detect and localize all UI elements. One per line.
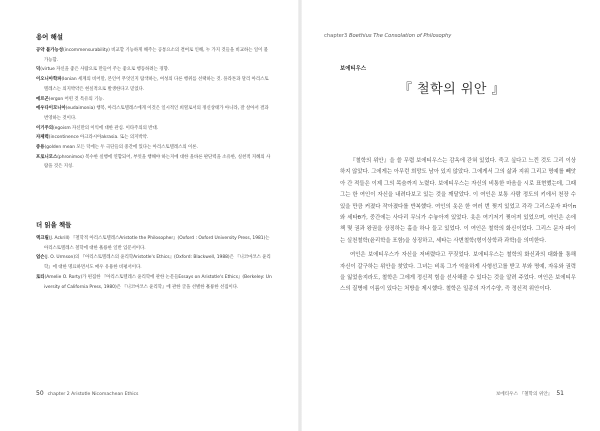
glossary-definition: (incommensurability) 비교할 기능하게 해주는 공통요소의 결여로 인해, 누 가지 것들을 비교하는 일이 불가능함.	[44, 48, 268, 63]
chapter-title: Boethius The Consolation of Philosophy	[348, 33, 452, 39]
glossary-entry	[36, 75, 272, 94]
reading-author: 액크릴	[36, 236, 49, 241]
running-head: 보에티우스 『철학의 위안』	[495, 392, 553, 397]
glossary-term: 자제력	[36, 135, 49, 141]
glossary-definition: (Ionian 세계의 비어말, 본인어 무엇인지 탐색하는, 여성의 다른 행위를 선택하는 것. 플라톤과 달리 아리스토텔레스는 의지박약은 현실적으로 발생한다고 믿었다.	[44, 77, 269, 92]
glossary-term: 공약 불가능성	[36, 48, 63, 53]
reading-entry	[36, 273, 272, 292]
author-name: 보에티우스	[340, 66, 367, 72]
glossary-definition: (virtue 자신을 좋은 사람으로 만들어 주는 좋으로 행동하려는 경향.	[40, 67, 170, 73]
reading-entry	[36, 253, 272, 272]
reading-author: 로티	[36, 274, 45, 280]
book-title: 『 철학의 위안 』	[398, 82, 506, 97]
glossary-definition: (phronimos) 복수한 실행에 연합되어, 부엇을 행해야 하는지에 대한 올바른 판단력을 소유한, 실천적 지혜의 사람을 것은 지칭.	[44, 154, 271, 170]
page-number: 50	[36, 390, 44, 397]
chapter-label	[324, 33, 451, 39]
left-page-footer	[36, 390, 138, 397]
chapter-number: chapter3	[324, 33, 348, 39]
glossary-term: 중용	[36, 145, 45, 151]
glossary-definition: (eudaimonia) 행복, 아리스토텔레스에게 이것은 일시적인 희열로서의 정신상태가 아니라, 잘 살아서 결과 번영하는 것이다.	[44, 106, 269, 121]
glossary-entry	[36, 65, 272, 75]
glossary-definition: (egoism 자신만의 이익에 대한 관심. 이타주의의 반대.	[52, 125, 159, 131]
page-number: 51	[556, 390, 564, 397]
glossary-entry	[36, 46, 272, 65]
reading-description: (J. Ackrill) 『철학적 아리스토텔레스Aristotle the Philosopher』(Oxford : Oxford University Press, 1981)는 아리스토텔레스 철학에 대한 훌륭한 일반 입문서이다.	[44, 236, 270, 251]
glossary-term: 이기주의	[36, 125, 53, 131]
body-text	[340, 156, 576, 299]
glossary-term: 프로니모스	[36, 154, 58, 160]
glossary-entry	[36, 95, 272, 105]
glossary-list	[36, 46, 272, 172]
glossary-term: 에우다이모니아	[36, 106, 66, 112]
glossary-definition: (ergon 어떤 것 특유의 기능.	[48, 96, 105, 102]
right-page	[304, 0, 600, 431]
glossary-term: 덕	[36, 67, 41, 73]
right-page-footer	[496, 390, 564, 397]
book-gutter	[298, 0, 302, 431]
reading-author: 엄슨	[36, 255, 45, 261]
running-head: chapter 2 Aristotle Nicomachean Ethics	[47, 392, 139, 397]
glossary-definition: (golden mean 모든 덕에는 두 극단들의 중간에 있다는 아리스토텔레스의 이론.	[44, 145, 198, 151]
glossary-entry	[36, 153, 272, 172]
body-paragraph: 여인은 보에티우스가 자신을 저버렸다고 꾸짖었다. 보에티우스는 철학의 화신과의 대화를 통해 자신이 갈구하는 위안을 찾았다. 그녀는 비록 그가 억울하게 사형선고를 받고 부와 명예, 자유와 권력을 잃었음지라도, 철학은 그에게 정신적 힘을 선사해줄 수 있다는 것을 알려 주었다. 여인은 보에티우스의 질병에 이름이 있다는 처방을 제시했다. 철학은 일종의 자기수양, 즉 정신적 위안이다.	[340, 252, 576, 293]
glossary-entry	[36, 124, 272, 134]
reading-entry	[36, 234, 272, 253]
glossary-term: 에르곤	[36, 96, 49, 102]
glossary-entry	[36, 104, 272, 123]
body-paragraph: 『철학의 위안』을 쓸 무렵 보에티우스는 감옥에 갇혀 있었다. 죽고 싶다고 느낀 것도 그리 이상하지 않았다. 그에게는 아무런 희망도 남아 있지 않았다. 그에게서 그의 삶과 지위 그리고 명예를 빼앗아 간 적들은 이제 그의 목숨까지 노렸다. 보에티우스는 자신의 비통한 마음을 시로 표현했는데, 그때 그는 한 여인이 자신을 내려다보고 있는 것을 깨달았다. 이 여인은 보통 사람 정도의 키에서 천장 수 있을 만큼 커졌다 작아졌다를 반복했다. 여인의 옷은 한 여러 번 찢겨 있었고 각각 그리스문자 파이π와 세타θ가, 중간에는 사다리 무늬가 수놓아져 있었다. 옷은 여기저기 찢어져 있었으며, 여인은 손에 책 몇 권과 왕권을 상징하는 홀을 하나 들고 있었다. 이 여인은 철학의 화신이었다. 그리스 문자 파이는 실천철학(윤리학을 포함)을 상징하고, 세타는 사변철학(형이상학과 과학)을 의미한다.	[340, 158, 576, 244]
reading-description: (J. O. Urmson)의 『아리스토텔레스의 윤리학Aristotle's Ethics』(Oxford: Blackwell, 1988)은 『니코마코스 윤리학』에 대한 명료하면서도 매우 유용한 비평서이다.	[44, 255, 271, 271]
glossary-entry	[36, 143, 272, 153]
glossary-definition: (incontinence 아크라시아akrasia. 또는 의지박약.	[48, 135, 149, 141]
glossary-term: 이오니아학파	[36, 77, 62, 83]
glossary-heading: 용어 해설	[36, 33, 63, 41]
reading-description: (Amelie O. Rorty)가 편집한 『아리스토텔레스 윤리학에 관한 논문들Essays on Aristotle's Ethics』(Berkeley: University of California Press, 1980)은 『니코마코스 윤리학』에 관한 글을 선별한 훌륭한 선집이다.	[44, 274, 272, 290]
further-reading-list	[36, 234, 272, 292]
left-page	[0, 0, 296, 431]
further-reading-heading: 더 읽을 책들	[36, 221, 72, 229]
glossary-entry	[36, 133, 272, 143]
